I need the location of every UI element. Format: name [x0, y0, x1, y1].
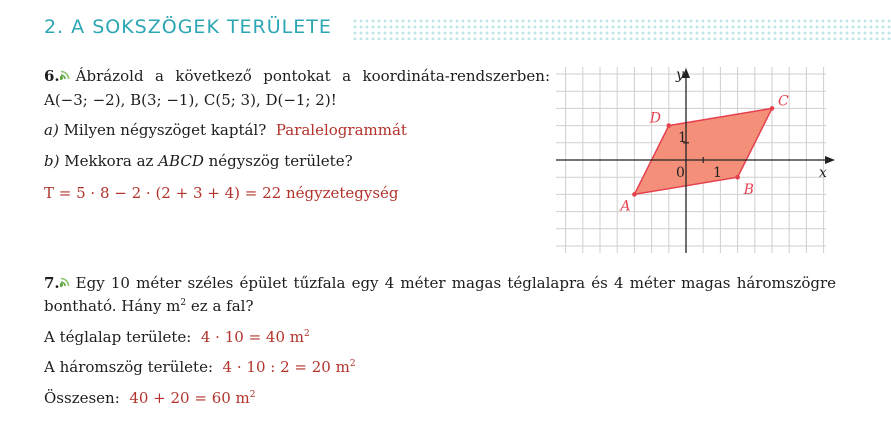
- task7-rect-formula: 4 · 10 = 40 $m^2$: [200, 328, 310, 346]
- signal-difficulty-icon: [60, 276, 72, 287]
- vertex-D: [667, 123, 672, 128]
- task7-number: 7.: [44, 274, 60, 292]
- y-axis-label: y: [676, 67, 684, 83]
- y-unit-label: 1: [678, 130, 687, 146]
- task7-line2: bontható. Hány $m^2$ ez a fal?: [44, 297, 254, 315]
- task7-tri: A háromszög területe: 4 · 10 : 2 = 20 $m^2$: [44, 358, 356, 376]
- vertex-C: [770, 106, 775, 111]
- task6-question-a: a) Milyen négyszöget kaptál? Paralelogrammát: [44, 121, 407, 139]
- section-title: 2. A SOKSZÖGEK TERÜLETE: [44, 16, 332, 38]
- task7-tri-formula: 4 · 10 : 2 = 20 $m^2$: [222, 358, 356, 376]
- coordinate-graph: [556, 63, 838, 255]
- task7-intro: Egy 10 méter széles épület tűzfala egy 4 méter magas téglalapra és 4 méter magas háromszögre: [75, 274, 836, 292]
- task6-answer-a: Paralelogrammát: [275, 121, 407, 139]
- task7-sum-formula: 40 + 20 = 60 $m^2$: [129, 389, 256, 407]
- signal-difficulty-icon: [60, 69, 72, 80]
- dotted-decoration: [352, 18, 891, 40]
- task6-formula: T = 5 · 8 − 2 · (2 + 3 + 4) = 22 négyzetegység: [44, 184, 399, 202]
- x-axis-label: x: [819, 165, 827, 181]
- task6-intro: Ábrázold a következő pontokat a koordináta-rendszerben:: [75, 67, 550, 85]
- task6-question-b: b) Mekkora az ABCD négyszög területe?: [44, 152, 353, 170]
- vertex-A: [632, 192, 637, 197]
- task6-points: A(−3; −2), B(3; −1), C(5; 3), D(−1; 2)!: [44, 91, 337, 109]
- vertex-label-B: B: [743, 182, 754, 199]
- vertex-B: [735, 175, 740, 180]
- vertex-label-A: A: [620, 198, 631, 215]
- origin-label: 0: [676, 165, 685, 181]
- task6-line1: [44, 66, 550, 86]
- vertex-label-C: C: [778, 93, 789, 110]
- x-axis-arrow: [825, 156, 835, 164]
- task6-number: 6.: [44, 67, 60, 85]
- task7-line1: [44, 273, 836, 293]
- vertex-label-D: D: [649, 110, 662, 127]
- task7-rect: A téglalap területe: 4 · 10 = 40 $m^2$: [44, 328, 310, 346]
- task7-sum: Összesen: 40 + 20 = 60 $m^2$: [44, 389, 256, 407]
- x-unit-label: 1: [713, 165, 722, 181]
